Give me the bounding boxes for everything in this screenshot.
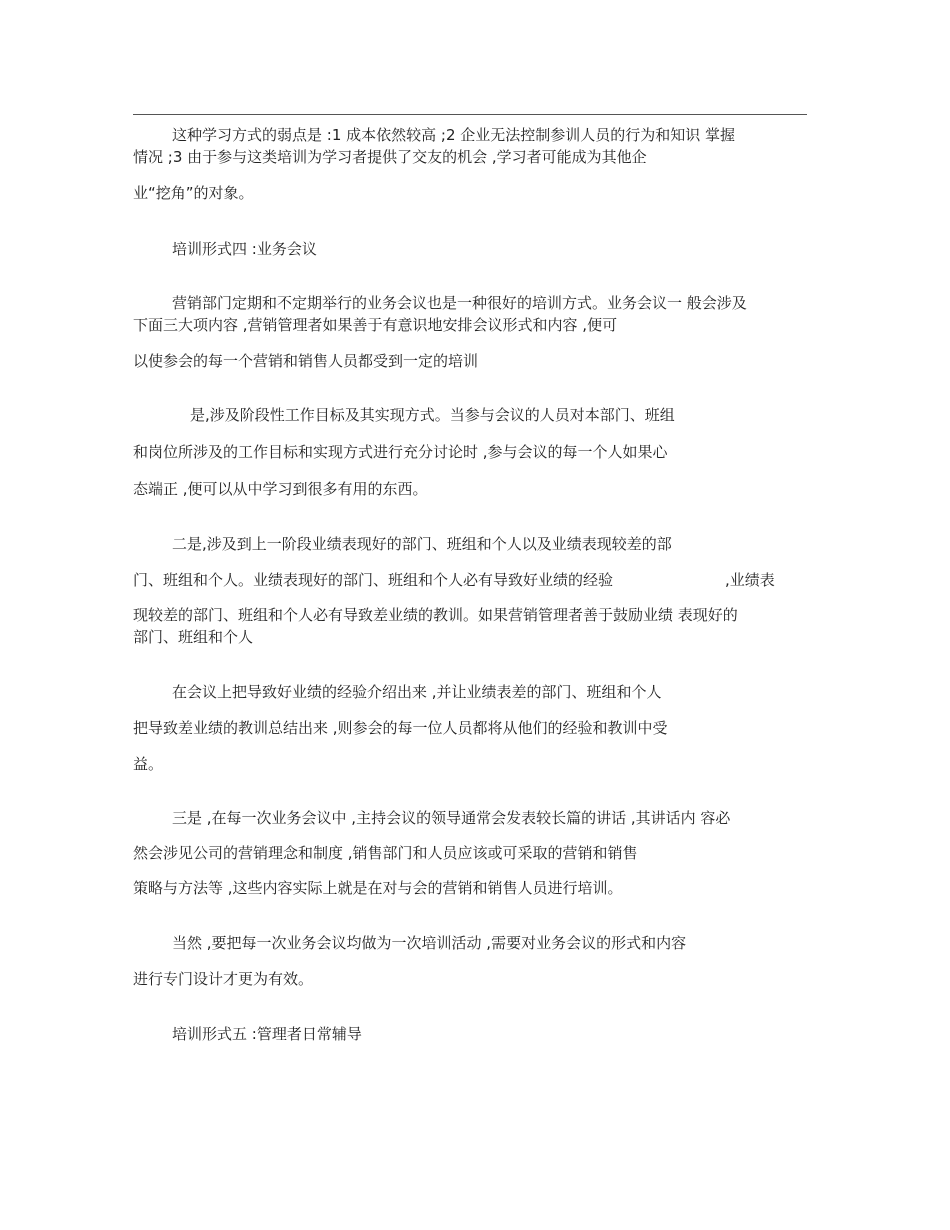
text-line: 把导致差业绩的教训总结出来 ,则参会的每一位人员都将从他们的经验和教训中受 [133, 719, 668, 737]
text-line: 以使参会的每一个营销和销售人员都受到一定的培训 [133, 352, 479, 370]
section-heading: 培训形式四 :业务会议 [172, 240, 317, 258]
text-line: ,业绩表 [725, 571, 775, 589]
text-line: 当然 ,要把每一次业务会议均做为一次培训活动 ,需要对业务会议的形式和内容 [172, 934, 687, 952]
text-line: 进行专门设计才更为有效。 [133, 970, 314, 988]
text-line: 和岗位所涉及的工作目标和实现方式进行充分讨论时 ,参与会议的每一个人如果心 [133, 443, 668, 461]
text-line: 情况 ;3 由于参与这类培训为学习者提供了交友的机会 ,学习者可能成为其他企 [133, 148, 647, 166]
text-line: 下面三大项内容 ,营销管理者如果善于有意识地安排会议形式和内容 ,便可 [133, 316, 618, 334]
text-line: 态端正 ,便可以从中学习到很多有用的东西。 [133, 480, 428, 498]
text-line: 二是,涉及到上一阶段业绩表现好的部门、班组和个人以及业绩表现较差的部 [172, 535, 672, 553]
text-line: 业“挖角”的对象。 [133, 184, 254, 202]
text-line: 然会涉见公司的营销理念和制度 ,销售部门和人员应该或可采取的营销和销售 [133, 844, 638, 862]
text-line: 三是 ,在每一次业务会议中 ,主持会议的领导通常会发表较长篇的讲话 ,其讲话内 容必 [172, 809, 731, 827]
text-line: 现较差的部门、班组和个人必有导致差业绩的教训。如果营销管理者善于鼓励业绩 表现好的 [133, 606, 738, 624]
text-line: 部门、班组和个人 [133, 628, 254, 646]
text-line: 是,涉及阶段性工作目标及其实现方式。当参与会议的人员对本部门、班组 [190, 406, 675, 424]
text-line: 策略与方法等 ,这些内容实际上就是在对与会的营销和销售人员进行培训。 [133, 879, 623, 897]
text-line: 营销部门定期和不定期举行的业务会议也是一种很好的培训方式。业务会议一 般会涉及 [172, 294, 747, 312]
header-rule [133, 114, 807, 115]
section-heading: 培训形式五 :管理者日常辅导 [172, 1025, 362, 1043]
text-line: 益。 [133, 755, 164, 773]
text-line: 在会议上把导致好业绩的经验介绍出来 ,并让业绩表差的部门、班组和个人 [172, 683, 662, 701]
text-line: 这种学习方式的弱点是 :1 成本依然较高 ;2 企业无法控制参训人员的行为和知识 掌握 [172, 126, 736, 144]
text-line: 门、班组和个人。业绩表现好的部门、班组和个人必有导致好业绩的经验 [133, 571, 614, 589]
